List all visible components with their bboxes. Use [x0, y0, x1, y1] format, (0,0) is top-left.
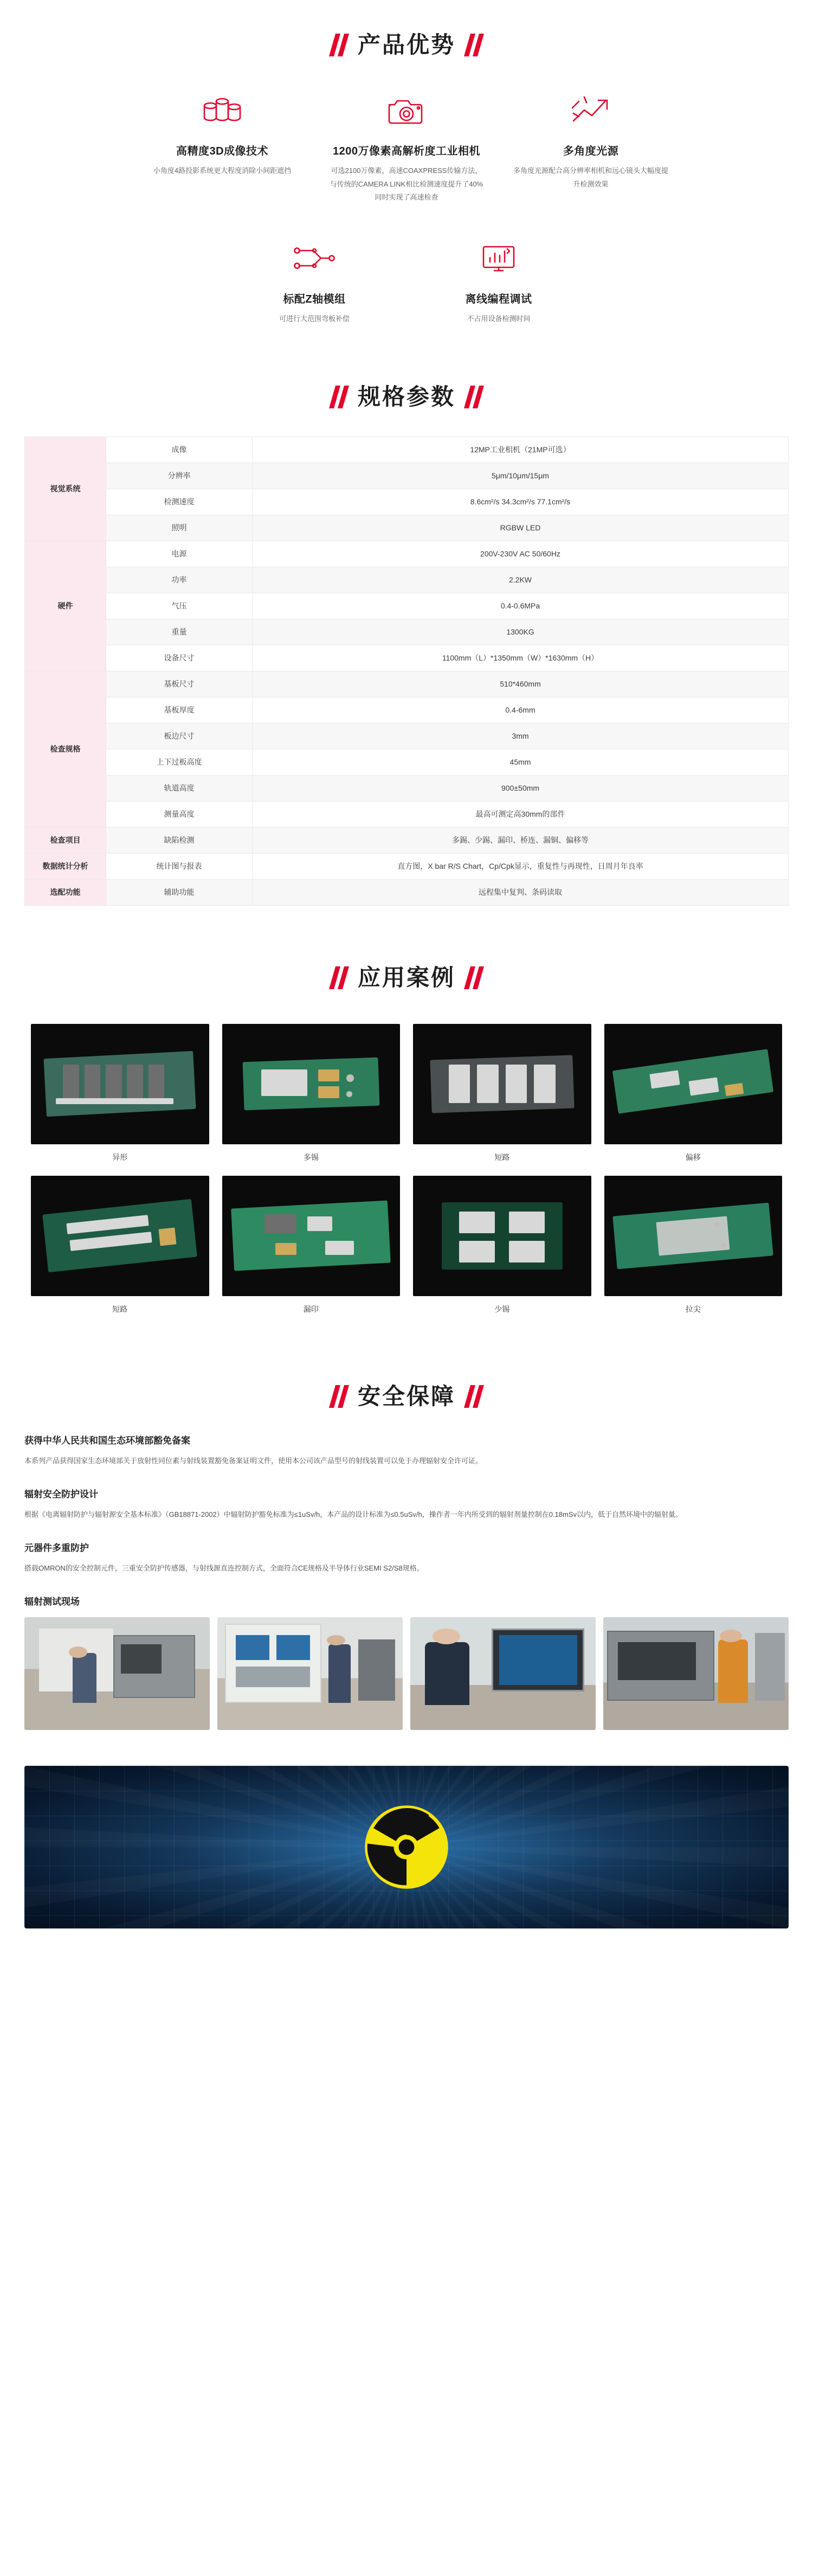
spec-value: RGBW LED	[253, 515, 789, 541]
advantage-title: 1200万像素高解析度工业相机	[333, 145, 480, 157]
spec-key: 轨道高度	[106, 775, 253, 801]
advantage-desc: 可选2100万像素，高速COAXPRESS传输方法，与传统的CAMERA LINK相比检测速度提升了40%同时实现了高速检查	[330, 166, 483, 202]
safety-block-heading: 辐射测试现场	[24, 1596, 80, 1607]
radiation-test-photo-1	[24, 1617, 210, 1730]
advantage-item-3	[499, 88, 683, 204]
cases-section	[0, 906, 813, 1320]
table-row	[25, 723, 789, 749]
spec-key: 重量	[106, 619, 253, 645]
table-row	[25, 593, 789, 619]
camera-icon	[325, 88, 488, 133]
spec-value: 510*460mm	[253, 671, 789, 697]
advantage-item-5	[406, 236, 591, 326]
safety-body	[24, 1433, 789, 1730]
case-item	[24, 1016, 216, 1168]
case-item	[406, 1016, 598, 1168]
specs-section	[0, 326, 813, 906]
case-label: 异形	[112, 1152, 128, 1162]
advantages-heading	[0, 34, 813, 56]
radiation-test-photo-4	[603, 1617, 789, 1730]
radiation-banner-wrap	[24, 1766, 789, 1928]
case-image-solder-spike	[604, 1176, 783, 1296]
advantage-item-2	[314, 88, 499, 204]
cases-heading	[0, 966, 813, 989]
radiation-test-photo-2	[217, 1617, 403, 1730]
advantage-desc: 多角度光源配合高分辨率相机和远心镜头大幅度提升检测效果	[513, 166, 668, 188]
advantage-title: 多角度光源	[563, 145, 619, 157]
table-row	[25, 697, 789, 723]
spec-group-label: 硬件	[25, 541, 106, 671]
case-label: 少锡	[494, 1304, 510, 1313]
table-row	[25, 515, 789, 541]
spec-value: 远程集中复判、条码读取	[253, 879, 789, 905]
spec-key: 电源	[106, 541, 253, 567]
case-item	[216, 1016, 407, 1168]
table-row	[25, 749, 789, 775]
spec-key: 设备尺寸	[106, 645, 253, 671]
spec-key: 统计图与报表	[106, 853, 253, 879]
spec-key: 测量高度	[106, 801, 253, 827]
spec-key: 基板尺寸	[106, 671, 253, 697]
spec-value: 1100mm（L）*1350mm（W）*1630mm（H）	[253, 645, 789, 671]
spec-key: 基板厚度	[106, 697, 253, 723]
case-image-insufficient-solder	[413, 1176, 591, 1296]
spec-value: 多錫、少錫、漏印、桥连、漏铜、偏移等	[253, 827, 789, 853]
spec-value: 0.4-6mm	[253, 697, 789, 723]
case-label: 拉尖	[685, 1304, 701, 1313]
radiation-trefoil-icon	[363, 1804, 450, 1891]
heading-bars-right-icon	[467, 1385, 481, 1408]
spec-value: 1300KG	[253, 619, 789, 645]
3d-cylinders-icon	[141, 88, 304, 133]
spec-value: 3mm	[253, 723, 789, 749]
case-label: 偏移	[685, 1152, 701, 1162]
case-item	[598, 1168, 789, 1320]
table-row	[25, 827, 789, 853]
advantage-desc: 可进行大范围弯板补偿	[279, 315, 350, 323]
spec-group-label: 视觉系统	[25, 437, 106, 541]
safety-block-heading: 获得中华人民共和国生态环境部豁免备案	[24, 1435, 190, 1446]
heading-bars-left-icon	[332, 1385, 346, 1408]
table-row	[25, 879, 789, 905]
spec-key: 分辨率	[106, 463, 253, 489]
radiation-test-photos	[24, 1617, 789, 1730]
specs-heading	[0, 383, 813, 409]
spec-value: 900±50mm	[253, 775, 789, 801]
case-image-excess-solder	[222, 1024, 401, 1144]
table-row	[25, 437, 789, 463]
spec-value: 5μm/10μm/15μm	[253, 463, 789, 489]
advantage-title: 标配Z轴模组	[283, 293, 346, 306]
spec-key: 辅助功能	[106, 879, 253, 905]
advantage-title: 离线编程调试	[465, 293, 532, 306]
advantages-title: 产品优势	[357, 32, 455, 57]
case-item	[216, 1168, 407, 1320]
advantage-desc: 小角度4路投影系统更大程度消除小间距遮挡	[153, 166, 292, 175]
case-label: 短路	[112, 1304, 128, 1313]
table-row	[25, 541, 789, 567]
heading-bars-right-icon	[467, 966, 481, 989]
spec-key: 气压	[106, 593, 253, 619]
spec-value: 2.2KW	[253, 567, 789, 593]
spec-key: 检测速度	[106, 489, 253, 515]
advantage-item-1	[130, 88, 314, 204]
heading-bars-right-icon	[467, 34, 481, 56]
spec-group-label: 数据统计分析	[25, 853, 106, 879]
advantage-title: 高精度3D成像技术	[176, 145, 269, 157]
spec-value: 0.4-0.6MPa	[253, 593, 789, 619]
table-row	[25, 463, 789, 489]
table-row	[25, 801, 789, 827]
table-row	[25, 775, 789, 801]
spec-group-label: 检查规格	[25, 671, 106, 827]
advantages-row-2	[0, 236, 813, 326]
multi-angle-light-icon	[509, 88, 672, 133]
case-image-shaped	[31, 1024, 209, 1144]
spec-value: 最高可测定高30mm的部件	[253, 801, 789, 827]
specs-title: 规格参数	[357, 383, 455, 409]
safety-title: 安全保障	[357, 1383, 455, 1409]
spec-key: 功率	[106, 567, 253, 593]
heading-bars-right-icon	[467, 386, 481, 408]
case-image-offset	[604, 1024, 783, 1144]
spec-key: 缺陷检测	[106, 827, 253, 853]
spec-value: 45mm	[253, 749, 789, 775]
safety-block-text: 搭载OMRON的安全控制元件，三重安全防护传感器，与射线源直连控制方式，全面符合CE规格及半导体行业SEMI S2/S8规格。	[24, 1563, 424, 1572]
spec-key: 成像	[106, 437, 253, 463]
case-image-missing-print	[222, 1176, 401, 1296]
offline-programming-icon	[417, 236, 580, 281]
advantage-item-4	[222, 236, 406, 326]
table-row	[25, 489, 789, 515]
safety-heading	[0, 1385, 813, 1408]
case-image-short-circuit	[413, 1024, 591, 1144]
spec-value: 直方图，X bar R/S Chart，Cp/Cpk显示，重复性与再现性，日周月年良率	[253, 853, 789, 879]
heading-bars-left-icon	[332, 386, 346, 408]
table-row	[25, 645, 789, 671]
case-image-short-circuit-2	[31, 1176, 209, 1296]
case-item	[406, 1168, 598, 1320]
spec-value: 8.6cm²/s 34.3cm²/s 77.1cm²/s	[253, 489, 789, 515]
spec-value: 12MP工业相机（21MP可选）	[253, 437, 789, 463]
spec-key: 照明	[106, 515, 253, 541]
safety-block-text: 根据《电离辐射防护与辐射源安全基本标准》（GB18871-2002）中辐射防护豁免标准为≤1uSv/h，本产品的设计标准为≤0.5uSv/h，操作者一年内所受到的辐射剂量控制在0.18mSv以内，低于自然环境中的辐射量。	[24, 1510, 683, 1518]
spec-key: 上下过板高度	[106, 749, 253, 775]
advantages-section	[0, 0, 813, 326]
radiation-test-photo-3	[410, 1617, 596, 1730]
table-row	[25, 853, 789, 879]
spec-group-label: 检查项目	[25, 827, 106, 853]
table-row	[25, 619, 789, 645]
z-axis-module-icon	[233, 236, 396, 281]
safety-block-heading: 元器件多重防护	[24, 1542, 89, 1553]
spec-value: 200V-230V AC 50/60Hz	[253, 541, 789, 567]
radiation-banner	[24, 1766, 789, 1928]
cases-title: 应用案例	[357, 964, 455, 990]
safety-section	[0, 1320, 813, 1741]
case-item	[598, 1016, 789, 1168]
spec-group-label: 选配功能	[25, 879, 106, 905]
heading-bars-left-icon	[332, 966, 346, 989]
safety-block-text: 本系列产品获得国家生态环境部关于放射性同位素与射线装置豁免备案证明文件，使用本公司该产品型号的射线装置可以免于办理辐射安全许可证。	[24, 1456, 483, 1465]
table-row	[25, 567, 789, 593]
case-item	[24, 1168, 216, 1320]
case-label: 漏印	[303, 1304, 319, 1313]
spec-key: 板边尺寸	[106, 723, 253, 749]
cases-grid	[24, 1016, 789, 1320]
spec-table	[24, 437, 789, 906]
heading-bars-left-icon	[332, 34, 346, 56]
advantages-row-1	[0, 88, 813, 204]
table-row	[25, 671, 789, 697]
case-label: 短路	[494, 1152, 510, 1162]
advantage-desc: 不占用设备检测时间	[467, 315, 531, 323]
safety-block-heading: 辐射安全防护设计	[24, 1489, 98, 1500]
case-label: 多锡	[303, 1152, 319, 1162]
